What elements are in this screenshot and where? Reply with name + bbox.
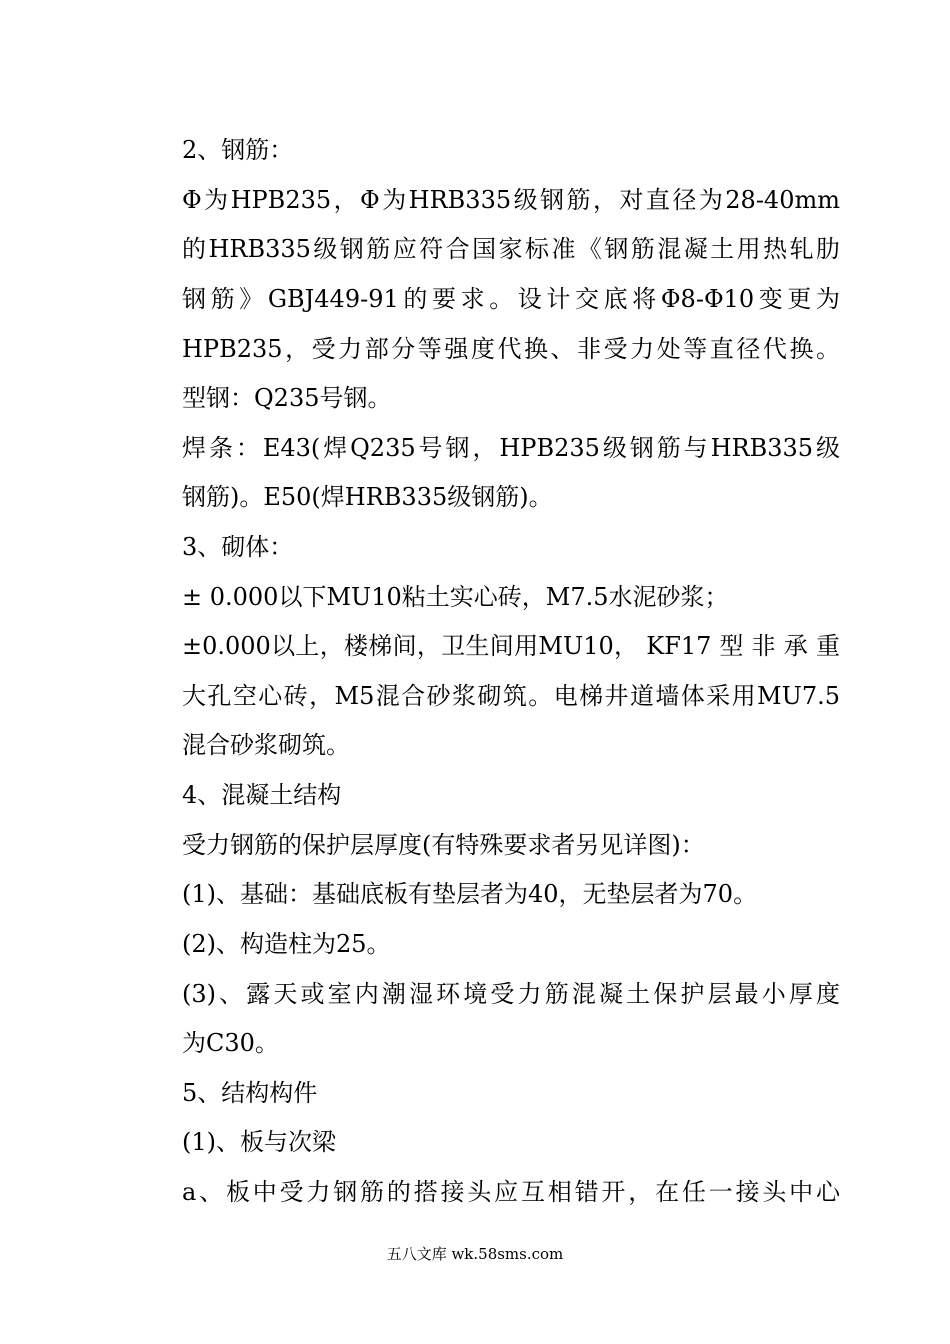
- paragraph-line: (1)、板与次梁: [182, 1128, 336, 1156]
- paragraph-line: ± 0.000以下MU10粘土实心砖，M7.5水泥砂浆；: [182, 583, 729, 611]
- page-footer: 五八文库 wk.58sms.com: [386, 1245, 564, 1263]
- paragraph-line: 型钢：Q235号钢。: [182, 384, 392, 412]
- paragraph-line: (2)、构造柱为25。: [182, 930, 391, 958]
- paragraph-line: ±0.000以上，楼梯间，卫生间用MU10， KF17 型 非 承 重: [182, 632, 840, 660]
- section-heading-rebar: 2、钢筋：: [182, 136, 294, 164]
- section-heading-members: 5、结构构件: [182, 1079, 318, 1107]
- paragraph-line: 焊条：E43(焊Q235号钢，HPB235级钢筋与HRB335级: [182, 434, 840, 462]
- paragraph-line: (3)、露天或室内潮湿环境受力筋混凝土保护层最小厚度: [182, 980, 840, 1008]
- paragraph-line: 混合砂浆砌筑。: [182, 731, 350, 759]
- paragraph-line: 的HRB335级钢筋应符合国家标准《钢筋混凝土用热轧肋: [182, 235, 840, 263]
- paragraph-line: 受力钢筋的保护层厚度(有特殊要求者另见详图)：: [182, 831, 705, 859]
- paragraph-line: a、板中受力钢筋的搭接头应互相错开，在任一接头中心: [182, 1178, 840, 1206]
- paragraph-line: (1)、基础：基础底板有垫层者为40，无垫层者为70。: [182, 880, 758, 908]
- paragraph-line: 钢筋》GBJ449-91的要求。设计交底将Φ8-Φ10变更为: [182, 285, 840, 313]
- paragraph-line: 大孔空心砖，M5混合砂浆砌筑。电梯井道墙体采用MU7.5: [182, 682, 840, 710]
- paragraph-line: 为C30。: [182, 1029, 279, 1057]
- paragraph-line: Φ为HPB235，Φ为HRB335级钢筋，对直径为28-40mm: [182, 186, 840, 214]
- section-heading-concrete: 4、混凝土结构: [182, 781, 342, 809]
- section-heading-masonry: 3、砌体：: [182, 533, 294, 561]
- paragraph-line: 钢筋)。E50(焊HRB335级钢筋)。: [182, 483, 553, 511]
- paragraph-line: HPB235，受力部分等强度代换、非受力处等直径代换。: [182, 335, 840, 363]
